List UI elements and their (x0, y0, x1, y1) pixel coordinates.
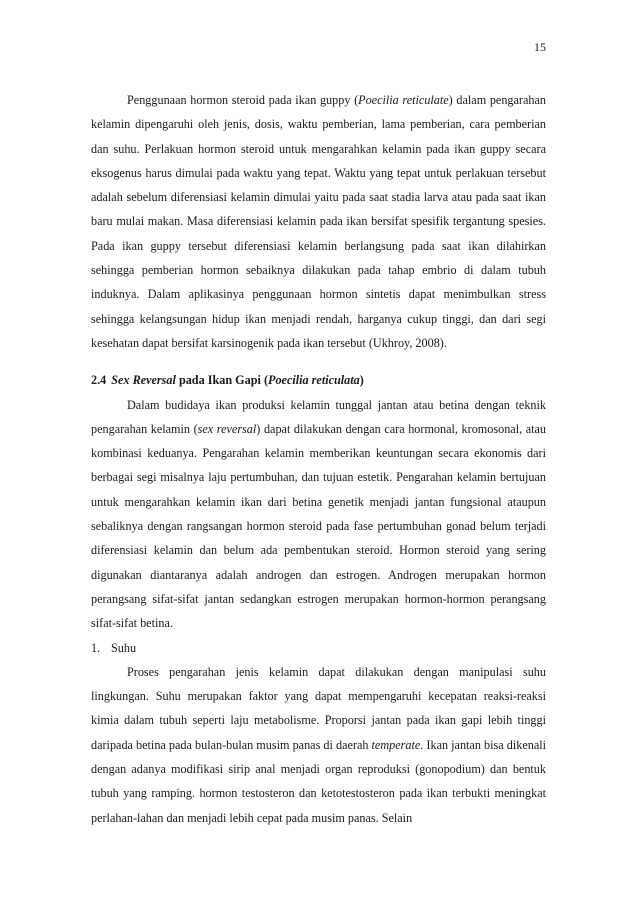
list-item-suhu (91, 636, 546, 660)
section-title-text: ) (359, 373, 364, 388)
section-title-text: pada Ikan Gapi ( (175, 373, 269, 388)
paragraph-text: Dalam budidaya ikan produksi kelamin tunggal jantan atau betina dengan teknik pengarahan kelamin ( (91, 397, 546, 436)
italic-term: temperate (371, 737, 421, 752)
section-number: 2.4 (91, 373, 107, 388)
page-number: 15 (534, 40, 546, 54)
paragraph-text: Proses pengarahan jenis kelamin dapat dilakukan dengan manipulasi suhu lingkungan. Suhu merupakan faktor yang dapat mempengaruhi kecepatan reaksi-reaksi kimia dalam tubuh seperti laju metabolisme. Proporsi jantan pada ikan gapi lebih tinggi daripada betina pada bulan-bulan musim panas di daerah (91, 664, 546, 752)
species-name: Poecilia reticulate (358, 93, 449, 107)
list-label: Suhu (111, 640, 137, 655)
paragraph-guppy-hormone (91, 88, 546, 355)
section-title-italic: Sex Reversal (111, 373, 176, 388)
document-body (91, 88, 546, 830)
italic-term: sex reversal (197, 421, 257, 436)
paragraph-text: ) dapat dilakukan dengan cara hormonal, kromosonal, atau kombinasi keduanya. Pengarahan kelamin memberikan keuntungan secara ekonomis dari berbagai segi misalnya laju pertumbuhan, dan tujuan estetik. Pengarahan kelamin bertujuan untuk mengarahkan kelamin ikan dari betina genetik menjadi jantan fungsional ataupun sebaliknya dengan rangsangan hormon steroid pada fase pertumbuhan gonad belum terjadi diferensiasi kelamin dan belum ada pembentukan steroid. Hormon steroid yang sering digunakan diantaranya adalah androgen dan estrogen. Androgen merupakan hormon perangsang sifat-sifat jantan sedangkan estrogen merupakan hormon-hormon perangsang sifat-sifat betina. (91, 421, 547, 631)
section-heading (91, 368, 546, 392)
paragraph-text: ) dalam pengarahan kelamin dipengaruhi oleh jenis, dosis, waktu pemberian, lama pemberian, cara pemberian dan suhu. Perlakuan hormon steroid untuk mengarahkan kelamin pada ikan guppy secara eksogenus harus dimulai pada waktu yang tepat. Waktu yang tepat untuk perlakuan tersebut adalah sebelum diferensiasi kelamin dimulai yaitu pada saat stadia larva atau pada saat ikan baru mulai makan. Masa diferensiasi kelamin pada ikan bersifat spesifik tergantung spesies. Pada ikan guppy tersebut diferensiasi kelamin berlangsung pada saat ikan dilahirkan sehingga pemberian hormon sebaiknya dilakukan pada tahap embrio di dalam tubuh induknya. Dalam aplikasinya penggunaan hormon sintetis dapat menimbulkan stress sehingga kelangsungan hidup ikan menjadi rendah, harganya cukup tinggi, dan dari segi kesehatan dapat bersifat karsinogenik pada ikan tersebut (Ukhroy, 2008). (91, 93, 546, 350)
paragraph-sex-reversal (91, 393, 546, 636)
paragraph-text: Penggunaan hormon steroid pada ikan guppy ( (127, 93, 359, 107)
section-title-species: Poecilia reticulata (268, 373, 360, 388)
list-number: 1. (91, 640, 101, 655)
paragraph-text: . Ikan jantan bisa dikenali dengan adanya modifikasi sirip anal menjadi organ reproduksi (gonopodium) dan bentuk tubuh yang ramping. hormon testosteron dan ketotestosteron pada ikan terbukti meningkat perlahan-lahan dan menjadi lebih cepat pada musim panas. Selain (91, 737, 547, 825)
paragraph-suhu (91, 660, 546, 830)
